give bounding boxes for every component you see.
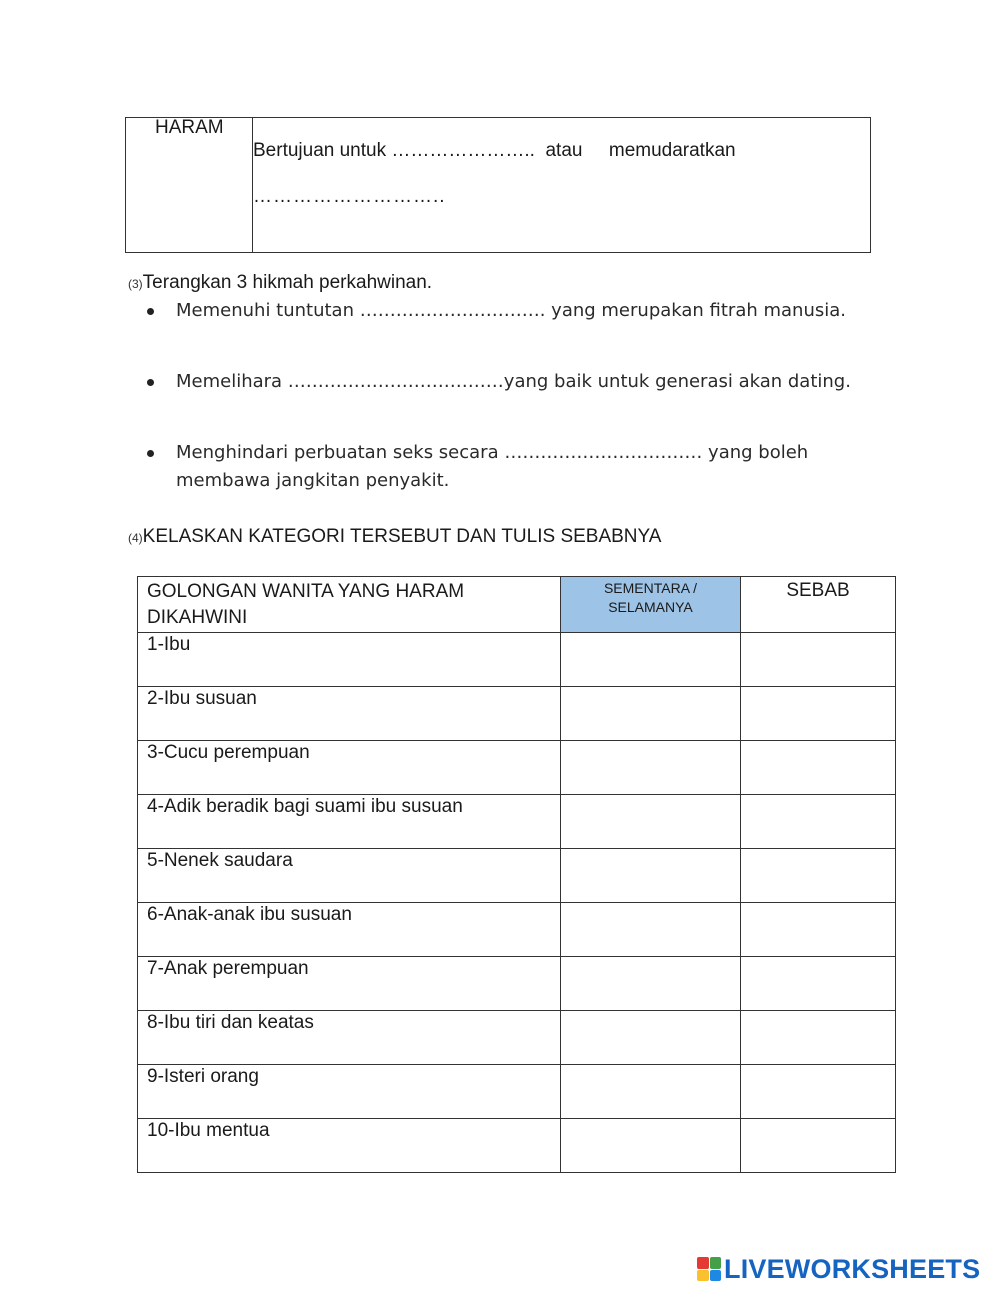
category-answer-cell[interactable] xyxy=(561,1065,741,1119)
table-row xyxy=(138,1065,896,1119)
row-label: 4-Adik beradik bagi suami ibu susuan xyxy=(138,795,561,849)
reason-answer-cell[interactable] xyxy=(741,795,896,849)
haram-description-line2: ……………………….. xyxy=(253,186,446,207)
question-4-heading xyxy=(128,526,661,548)
header-sementara-line1: SEMENTARA / xyxy=(603,580,698,596)
category-answer-cell[interactable] xyxy=(561,633,741,687)
table-header-row xyxy=(138,577,896,633)
table-row xyxy=(138,957,896,1011)
hikmah-bullet-1: Memenuhi tuntutan …………………………. yang merupakan fitrah manusia. xyxy=(176,300,847,321)
header-golongan xyxy=(138,577,561,633)
row-label: 7-Anak perempuan xyxy=(138,957,561,1011)
question-3-heading xyxy=(128,272,432,294)
category-answer-cell[interactable] xyxy=(561,1011,741,1065)
table-row xyxy=(138,849,896,903)
category-answer-cell[interactable] xyxy=(561,957,741,1011)
reason-answer-cell[interactable] xyxy=(741,1119,896,1173)
haram-label: HARAM xyxy=(155,117,224,138)
row-label: 2-Ibu susuan xyxy=(138,687,561,741)
reason-answer-cell[interactable] xyxy=(741,903,896,957)
header-sebab: SEBAB xyxy=(741,577,896,633)
hikmah-bullet-3: Menghindari perbuatan seks secara …………………………… yang boleh xyxy=(176,442,809,463)
row-label: 6-Anak-anak ibu susuan xyxy=(138,903,561,957)
category-answer-cell[interactable] xyxy=(561,903,741,957)
row-label: 10-Ibu mentua xyxy=(138,1119,561,1173)
bullet-icon xyxy=(147,450,154,457)
category-answer-cell[interactable] xyxy=(561,849,741,903)
header-sementara-selamanya xyxy=(561,577,741,633)
row-label: 3-Cucu perempuan xyxy=(138,741,561,795)
question-3-text: Terangkan 3 hikmah perkahwinan. xyxy=(142,272,433,293)
category-answer-cell[interactable] xyxy=(561,741,741,795)
row-label: 1-Ibu xyxy=(138,633,561,687)
table-row xyxy=(138,903,896,957)
liveworksheets-logo-icon xyxy=(697,1257,721,1281)
hikmah-bullet-2: Memelihara ………………………………yang baik untuk generasi akan dating. xyxy=(176,371,851,392)
header-golongan-line1: GOLONGAN WANITA YANG HARAM xyxy=(147,581,465,602)
reason-answer-cell[interactable] xyxy=(741,687,896,741)
table-row xyxy=(138,687,896,741)
row-label: 5-Nenek saudara xyxy=(138,849,561,903)
reason-answer-cell[interactable] xyxy=(741,1065,896,1119)
liveworksheets-logo xyxy=(697,1254,980,1284)
reason-answer-cell[interactable] xyxy=(741,849,896,903)
question-4-text: KELASKAN KATEGORI TERSEBUT DAN TULIS SEBABNYA xyxy=(142,526,662,547)
table-row xyxy=(138,741,896,795)
bullet-icon xyxy=(147,379,154,386)
category-answer-cell[interactable] xyxy=(561,687,741,741)
row-label: 8-Ibu tiri dan keatas xyxy=(138,1011,561,1065)
reason-answer-cell[interactable] xyxy=(741,741,896,795)
category-answer-cell[interactable] xyxy=(561,795,741,849)
row-label: 9-Isteri orang xyxy=(138,1065,561,1119)
category-answer-cell[interactable] xyxy=(561,1119,741,1173)
liveworksheets-logo-text: LIVEWORKSHEETS xyxy=(724,1253,981,1284)
haram-description-line1: Bertujuan untuk ………………….. atau memudaratkan xyxy=(253,140,736,161)
header-golongan-line2: DIKAHWINI xyxy=(147,607,248,628)
hikmah-bullet-3-cont: membawa jangkitan penyakit. xyxy=(176,470,450,491)
reason-answer-cell[interactable] xyxy=(741,1011,896,1065)
table-row xyxy=(138,1011,896,1065)
classification-table xyxy=(137,576,896,1173)
table-row xyxy=(138,795,896,849)
haram-table-divider xyxy=(252,117,253,253)
question-4-number: (4) xyxy=(128,531,143,545)
reason-answer-cell[interactable] xyxy=(741,633,896,687)
haram-table xyxy=(125,117,871,253)
table-row xyxy=(138,1119,896,1173)
table-row xyxy=(138,633,896,687)
bullet-icon xyxy=(147,308,154,315)
header-sementara-line2: SELAMANYA xyxy=(608,599,693,615)
question-3-number: (3) xyxy=(128,277,143,291)
reason-answer-cell[interactable] xyxy=(741,957,896,1011)
